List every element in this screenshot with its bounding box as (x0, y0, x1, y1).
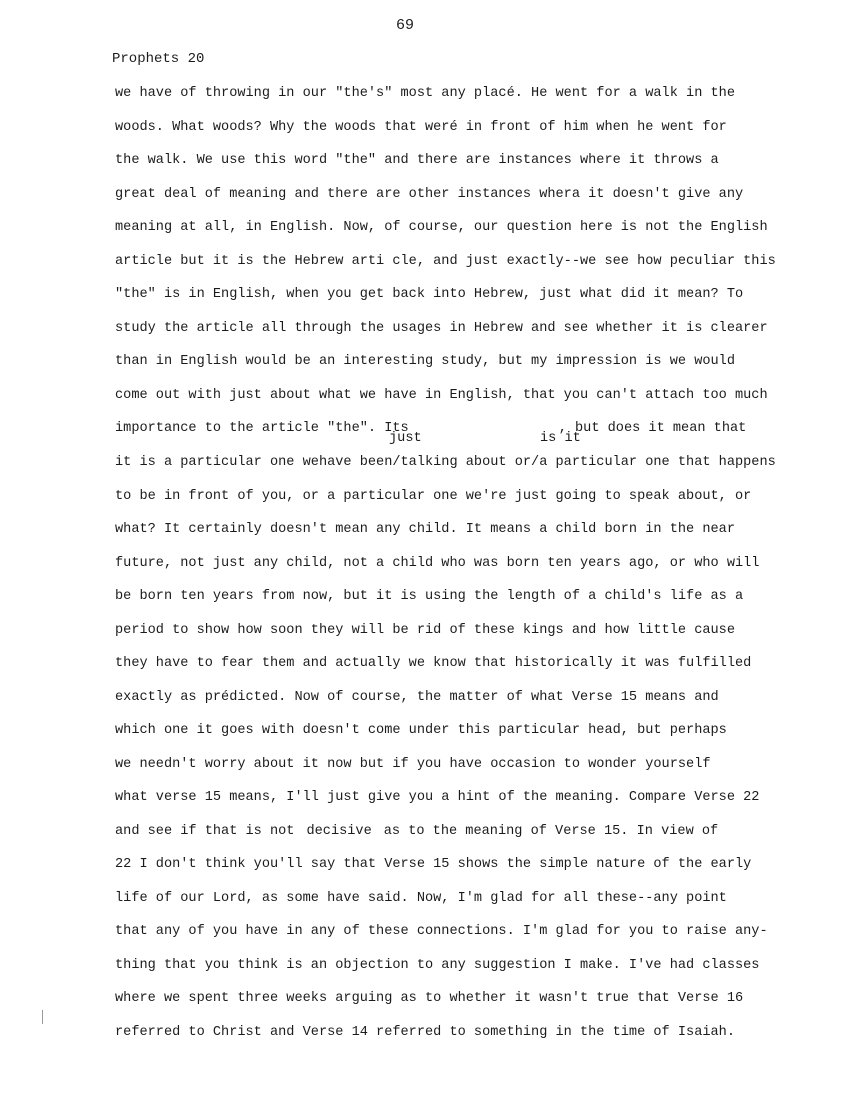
interlinear-insert-is-it: is it (540, 431, 581, 446)
text-line: study the article all through the usages in Hebrew and see whether it is clearer (115, 320, 768, 336)
text-line: referred to Christ and Verse 14 referred to something in the time of Isaiah. (115, 1024, 735, 1040)
split-line-left: importance to the article "the". Its (115, 421, 409, 436)
text-line: "the" is in English, when you get back into Hebrew, just what did it mean? To (115, 287, 744, 302)
decisive-before: and see if that is not (115, 823, 295, 839)
body-text (115, 84, 815, 1056)
text-line: which one it goes with doesn't come under this particular head, but perhaps (115, 723, 727, 738)
text-line: what? It certainly doesn't mean any child. It means a child born in the near (115, 522, 735, 537)
decisive-word: decisive (306, 823, 372, 839)
page-number: 69 (396, 17, 415, 34)
text-line: future, not just any child, not a child who was born ten years ago, or who will (115, 555, 760, 571)
text-line: meaning at all, in English. Now, of course, our question here is not the English (115, 220, 768, 235)
text-line: we have of throwing in our "the's" most any placé. He went for a walk in the (115, 86, 735, 101)
text-line: what verse 15 means, I'll just give you a hint of the meaning. Compare Verse 22 (115, 790, 760, 805)
text-line: it is a particular one wehave been/talking about or/a particular one that happens (115, 455, 776, 470)
text-line: come out with just about what we have in English, that you can't attach too much (115, 387, 768, 403)
text-line: be born ten years from now, but it is using the length of a child's life as a (115, 589, 744, 604)
text-line: they have to fear them and actually we know that historically it was fulfilled (115, 656, 752, 671)
text-line: article but it is the Hebrew arti cle, and just exactly--we see how peculiar this (115, 253, 776, 269)
split-line-right: , but does it mean that (558, 421, 747, 436)
text-line: to be in front of you, or a particular one we're just going to speak about, or (115, 488, 752, 504)
text-line-decisive (115, 822, 815, 856)
text-line: woods. What woods? Why the woods that weré in front of him when he went for (115, 119, 727, 135)
text-line: exactly as prédicted. Now of course, the matter of what Verse 15 means and (115, 689, 719, 705)
margin-pencil-mark (42, 1010, 43, 1024)
text-line: where we spent three weeks arguing as to whether it wasn't true that Verse 16 (115, 991, 744, 1006)
text-line: period to show how soon they will be rid of these kings and how little cause (115, 622, 735, 638)
text-line: great deal of meaning and there are other instances whera it doesn't give any (115, 186, 744, 202)
interlinear-insert-just: just (389, 431, 422, 446)
text-line: life of our Lord, as some have said. Now, I'm glad for all these--any point (115, 890, 727, 906)
text-line: thing that you think is an objection to any suggestion I make. I've had classes (115, 957, 760, 973)
page-header: Prophets 20 (112, 51, 205, 67)
text-line: 22 I don't think you'll say that Verse 15 shows the simple nature of the early (115, 857, 752, 872)
text-line: the walk. We use this word "the" and there are instances where it throws a (115, 153, 719, 168)
text-line: than in English would be an interesting study, but my impression is we would (115, 354, 735, 369)
decisive-after: as to the meaning of Verse 15. In view of (383, 823, 719, 839)
text-line-with-gap (115, 419, 815, 446)
text-line: we needn't worry about it now but if you have occasion to wonder yourself (115, 756, 711, 772)
text-line: that any of you have in any of these connections. I'm glad for you to raise any- (115, 924, 768, 939)
